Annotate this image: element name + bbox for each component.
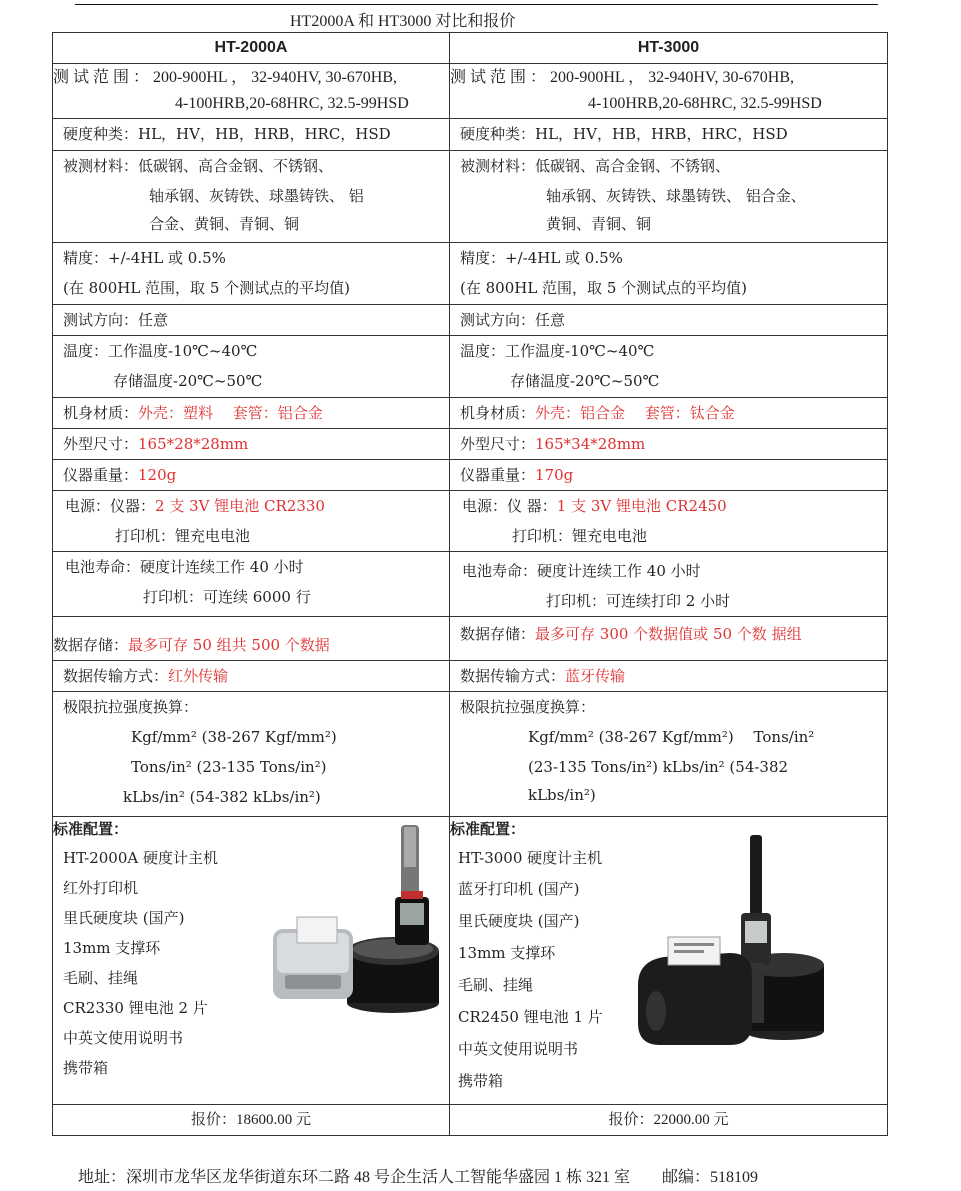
weight-cell-right [450,460,888,491]
config-item: CR2330 锂电池 2 片 [63,999,208,1017]
config-cell-right [450,817,888,1105]
config-row [53,817,888,1105]
power-label: 电源：仪 器： [462,497,557,515]
material-line-1: 被测材料：低碳钢、高合金钢、不锈钢、 [460,157,731,175]
range-cell-right [450,64,888,119]
storage-value: 最多可存 300 个数据值或 50 个数 据组 [535,625,802,643]
price-left: 报价：18600.00 元 [53,1105,450,1136]
column-header-left: HT-2000A [53,33,450,64]
config-item: 携带箱 [458,1072,504,1090]
precision-line-1: 精度：+/-4HL 或 0.5% [63,249,226,267]
config-item: 携带箱 [63,1059,109,1077]
material-cell-left [53,151,450,243]
address-footer: 地址：深圳市龙华区龙华街道东环二路 48 号企生活人工智能华盛园 1 栋 321 室 邮编：518109 [78,1169,759,1186]
power-line-2: 打印机：锂充电电池 [115,527,251,545]
temperature-line-1: 温度：工作温度-10℃~40℃ [63,342,258,360]
range-line-2: 4-100HRB,20-68HRC, 32.5-99HSD [175,95,409,112]
weight-cell-left [53,460,450,491]
config-cell-left [53,817,450,1105]
transfer-label: 数据传输方式： [63,667,169,685]
hardness-row [53,119,888,151]
tensile-line-3: (23-135 Tons/in²) kLbs/in² (54-382 [528,758,789,776]
storage-cell-left [53,617,450,661]
size-row [53,429,888,460]
power-cell-left [53,491,450,552]
battery-line-2: 打印机：可连续 6000 行 [143,588,311,606]
direction-cell-right [450,305,888,336]
column-header-right: HT-3000 [450,33,888,64]
storage-value: 最多可存 50 组共 500 个数据 [128,636,330,654]
header-row [53,33,888,64]
size-label: 外型尺寸： [63,435,139,453]
body-material-row [53,398,888,429]
body-material-label: 机身材质： [63,404,139,422]
battery-line-1: 电池寿命：硬度计连续工作 40 小时 [65,558,304,576]
weight-value: 120g [138,466,177,484]
material-line-3: 合金、黄铜、青铜、铜 [149,215,300,233]
hardness-text: 硬度种类：HL，HV，HB，HRB，HRC，HSD [63,125,391,143]
temperature-cell-left [53,336,450,398]
power-line-2: 打印机：锂充电电池 [512,527,648,545]
precision-cell-right [450,243,888,305]
tensile-line-2: Kgf/mm² (38-267 Kgf/mm²) [131,728,337,746]
transfer-label: 数据传输方式： [460,667,566,685]
page-title: HT2000A 和 HT3000 对比和报价 [290,13,516,30]
weight-label: 仪器重量： [460,466,536,484]
storage-label: 数据存储： [460,625,536,643]
battery-cell-left [53,552,450,617]
size-cell-right [450,429,888,460]
config-item: CR2450 锂电池 1 片 [458,1008,603,1026]
transfer-value: 蓝牙传输 [565,667,626,685]
tensile-line-4: kLbs/in²) [528,786,596,804]
range-row [53,64,888,119]
config-item: 13mm 支撑环 [458,944,556,962]
config-item: 中英文使用说明书 [63,1029,184,1047]
transfer-cell-right [450,661,888,692]
weight-label: 仪器重量： [63,466,139,484]
hardness-tester-photo [263,825,450,1027]
material-line-2: 轴承钢、灰铸铁、球墨铸铁、 铝 [149,187,364,205]
battery-line-1: 电池寿命：硬度计连续工作 40 小时 [462,562,701,580]
material-line-1: 被测材料：低碳钢、高合金钢、不锈钢、 [63,157,334,175]
top-rule [75,4,878,5]
battery-line-2: 打印机：可连续打印 2 小时 [546,592,731,610]
temperature-line-2: 存储温度-20℃~50℃ [510,372,660,390]
temperature-line-2: 存储温度-20℃~50℃ [113,372,263,390]
config-item: 13mm 支撑环 [63,939,161,957]
power-cell-right [450,491,888,552]
power-value: 2 支 3V 锂电池 CR2330 [155,497,325,515]
config-item: 毛刷、挂绳 [458,976,534,994]
tensile-line-1: 极限抗拉强度换算： [460,698,596,716]
size-value: 165*28*28mm [138,435,249,453]
direction-text: 测试方向：任意 [460,311,566,329]
transfer-cell-left [53,661,450,692]
power-value: 1 支 3V 锂电池 CR2450 [556,497,727,515]
tensile-line-1: 极限抗拉强度换算： [63,698,199,716]
storage-label: 数据存储： [53,636,129,654]
body-material-label: 机身材质： [460,404,536,422]
range-cell-left [53,64,450,119]
comparison-table [52,32,888,1136]
material-line-2: 轴承钢、灰铸铁、球墨铸铁、 铝合金、 [546,187,806,205]
direction-row [53,305,888,336]
config-item: HT-2000A 硬度计主机 [63,849,218,867]
tensile-cell-left [53,692,450,817]
range-line-1: 测 试 范 围 ： 200-900HL ， 32-940HV, 30-670HB, [450,69,794,86]
size-label: 外型尺寸： [460,435,536,453]
material-line-3: 黄铜、青铜、铜 [546,215,652,233]
price-row [53,1105,888,1136]
direction-cell-left [53,305,450,336]
body-material-value: 外壳：铝合金 套管：钛合金 [535,404,735,422]
precision-line-2: (在 800HL 范围，取 5 个测试点的平均值) [63,279,350,297]
size-cell-left [53,429,450,460]
weight-value: 170g [535,466,574,484]
config-item: 里氏硬度块 (国产) [63,909,185,927]
tensile-line-4: kLbs/in² (54-382 kLbs/in²) [123,788,321,806]
hardness-text: 硬度种类：HL，HV，HB，HRB，HRC，HSD [460,125,788,143]
material-row [53,151,888,243]
range-line-1: 测 试 范 围 ： 200-900HL ， 32-940HV, 30-670HB, [53,69,397,86]
config-item: 蓝牙打印机 (国产) [458,880,580,898]
hardness-cell-left [53,119,450,151]
precision-row [53,243,888,305]
hardness-tester-photo [634,835,826,1051]
tensile-cell-right [450,692,888,817]
power-label: 电源：仪器： [65,497,156,515]
config-item: 红外打印机 [63,879,139,897]
precision-line-2: (在 800HL 范围，取 5 个测试点的平均值) [460,279,747,297]
tensile-line-2: Kgf/mm² (38-267 Kgf/mm²) Tons/in² [528,728,815,746]
body-material-cell-right [450,398,888,429]
price-right: 报价：22000.00 元 [450,1105,888,1136]
storage-row [53,617,888,661]
body-material-value: 外壳：塑料 套管：铝合金 [138,404,323,422]
temperature-cell-right [450,336,888,398]
tensile-row [53,692,888,817]
battery-row [53,552,888,617]
transfer-value: 红外传输 [168,667,229,685]
precision-cell-left [53,243,450,305]
battery-cell-right [450,552,888,617]
config-item: 毛刷、挂绳 [63,969,139,987]
tensile-line-3: Tons/in² (23-135 Tons/in²) [131,758,327,776]
config-item: 中英文使用说明书 [458,1040,579,1058]
range-line-2: 4-100HRB,20-68HRC, 32.5-99HSD [588,95,822,112]
transfer-row [53,661,888,692]
hardness-cell-right [450,119,888,151]
weight-row [53,460,888,491]
config-item: 里氏硬度块 (国产) [458,912,580,930]
config-title: 标准配置： [450,821,526,838]
size-value: 165*34*28mm [535,435,646,453]
material-cell-right [450,151,888,243]
storage-cell-right [450,617,888,661]
config-item: HT-3000 硬度计主机 [458,849,603,867]
temperature-row [53,336,888,398]
power-row [53,491,888,552]
body-material-cell-left [53,398,450,429]
temperature-line-1: 温度：工作温度-10℃~40℃ [460,342,655,360]
precision-line-1: 精度：+/-4HL 或 0.5% [460,249,623,267]
direction-text: 测试方向：任意 [63,311,169,329]
config-title: 标准配置： [53,821,129,838]
